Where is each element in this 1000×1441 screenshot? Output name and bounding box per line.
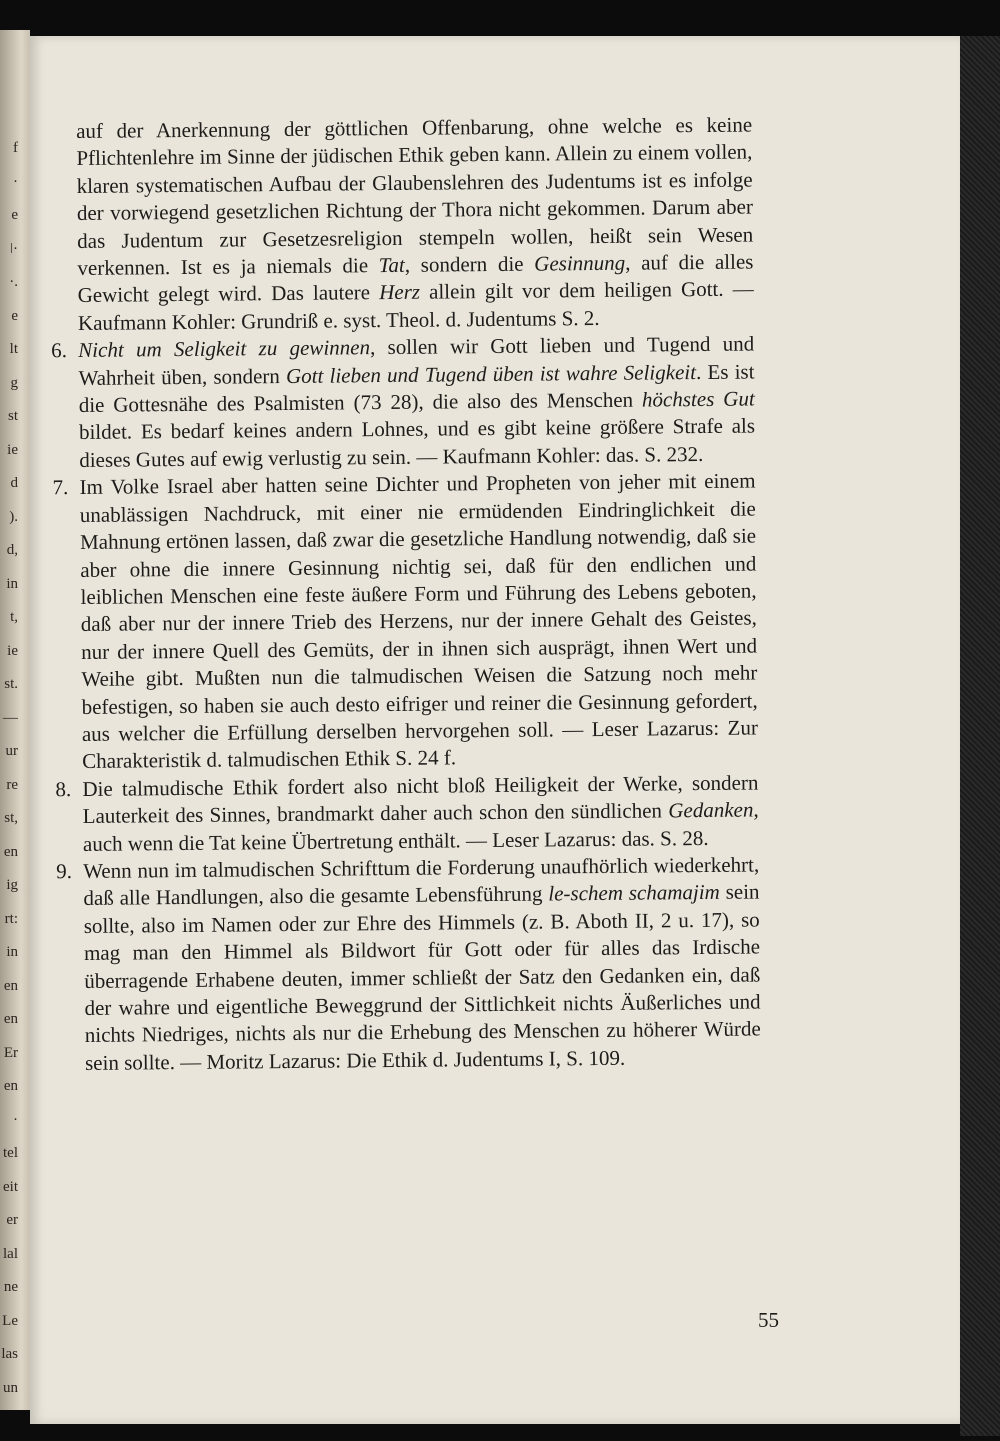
facing-page-text-fragment: ne [3, 1279, 18, 1295]
facing-page-text-fragment: — [3, 709, 18, 726]
facing-page-text-fragment: lt [9, 341, 18, 357]
facing-page-text-fragment: ). [9, 508, 18, 525]
facing-page-text-fragment: ie [7, 441, 18, 458]
facing-page-text-fragment: un [3, 1379, 18, 1396]
book-cover-edge [960, 36, 1000, 1436]
paragraph-number: 6. [51, 338, 68, 363]
text-run: bildet. Es bedarf keines andern Lohnes, und es gibt keine größere Strafe als dieses Gutes auf ewig verlustig zu sein. — Kaufmann Kohler: das. S. 232. [78, 413, 756, 472]
text-run: Die talmudische Ethik fordert also nicht bloß Heiligkeit der Werke, sondern Lauterkeit des Sinnes, brandmarkt daher auch schon den sündlichen [82, 770, 759, 829]
italic-text: le-schem schamajim [548, 880, 720, 906]
facing-page-text-fragment: st, [4, 810, 18, 826]
paragraph-number: 8. [55, 776, 72, 801]
facing-page-text-fragment: en [3, 1011, 18, 1027]
text-run: allein gilt vor dem heiligen Gott. — Kaufmann Kohler: Grundriß e. syst. Theol. d. Judentums S. 2. [77, 276, 754, 335]
text-run: Im Volke Israel aber hatten seine Dichter und Propheten von jeher mit einem unablässigen Nachdruck, mit einer nie ermüdenden Eindringlichkeit die Mahnung ertönen lassen, daß zwar die gesetzliche Handlung notwendig, daß sie aber ohne die innere Gesinnung nichtig sei, daß für den endlichen und leiblichen Menschen eine feste äußere Form und Führung des Lebens geboten, daß aber nur der innere Trieb des Herzens, nur der innere Gehalt des Geistes, nur der innere Quell des Gemüts, der in ihnen sich ausprägt, ihnen Wert und Weihe gibt. Mußten nun die talmudischen Weisen die Satzung noch mehr befestigen, so haben sie auch desto eifriger und reiner die Gesinnung gefordert, aus welcher die Erfüllung derselben hervorgehen soll. — Leser Lazarus: Zur Charakteristik d. talmudischen Ethik S. 24 f. [79, 468, 758, 774]
text-run: , auf die alles Gewicht gelegt wird. Das lautere [77, 249, 754, 308]
text-run: , sollen wir Gott lieben und Tugend und Wahrheit üben, sondern [78, 331, 755, 390]
italic-text: Gesinnung [534, 250, 626, 276]
facing-page-text-fragment: re [6, 776, 18, 793]
facing-page-text-fragment: d, [6, 542, 18, 558]
italic-text: Herz [379, 280, 421, 305]
facing-page-text-fragment: in [6, 944, 18, 960]
facing-page-text-fragment: · [13, 173, 18, 190]
numbered-paragraph [55, 769, 759, 858]
facing-page-text-fragment: en [3, 843, 18, 860]
italic-text: Gedanken [668, 797, 754, 823]
page-number: 55 [758, 1308, 779, 1332]
facing-page-edge [0, 30, 30, 1410]
text-run: , auch wenn die Tat keine Übertretung enthält. — Leser Lazarus: das. S. 28. [82, 797, 759, 856]
italic-text: Nicht um Seligkeit zu gewinnen [78, 335, 371, 363]
paragraph-number: 9. [56, 859, 73, 884]
facing-page-text-fragment: tel [3, 1145, 18, 1161]
facing-page-text-fragment: rt: [4, 910, 18, 927]
facing-page-text-fragment: f [13, 140, 18, 156]
facing-page-text-fragment: d [10, 475, 18, 491]
facing-page-text-fragment: e [11, 307, 18, 324]
facing-page-text-fragment: Le [2, 1312, 18, 1329]
numbered-paragraph [51, 331, 756, 475]
facing-page-text-fragment: ǀ· [10, 240, 18, 257]
text-run: , sondern die [404, 251, 535, 277]
facing-page-text-fragment: · [13, 1111, 18, 1128]
facing-page-text-fragment: lal [3, 1245, 18, 1262]
facing-page-text-fragment: eit [3, 1178, 18, 1195]
italic-text: Gott lieben und Tugend üben ist wahre Seligkeit [285, 359, 697, 388]
facing-page-text-fragment: st. [4, 676, 18, 692]
facing-page-text-fragment: er [6, 1212, 18, 1228]
facing-page-text-fragment: in [6, 575, 18, 592]
continued-paragraph [76, 112, 754, 338]
italic-text: höchstes Gut [641, 386, 755, 412]
facing-page-text-fragment: st [7, 408, 18, 424]
facing-page-text-fragment: ig [6, 877, 18, 893]
facing-page-text-fragment: ie [7, 642, 18, 659]
facing-page-text-fragment: ur [5, 743, 18, 759]
text-run: . Es ist die Gottesnähe des Psalmisten (73 28), die also des Menschen [78, 359, 755, 418]
numbered-paragraph [52, 468, 758, 776]
facing-page-text-fragment: ·. [9, 274, 18, 290]
facing-page-text-fragment: t, [10, 609, 18, 625]
page-text [51, 112, 761, 1078]
facing-page-text-fragment: las [1, 1346, 18, 1362]
facing-page-text-fragment: g [10, 374, 18, 391]
facing-page-text-fragment: Er [3, 1044, 18, 1061]
facing-page-text-fragment: en [3, 977, 18, 994]
paragraph-number: 7. [52, 475, 69, 500]
facing-page-text-fragment: e [11, 207, 18, 223]
numbered-paragraph [56, 851, 761, 1077]
text-run: sein sollte, also im Namen oder zur Ehre des Himmels (z. B. Aboth II, 2 u. 17), so mag man den Himmel als Bildwort für Gott oder für alles das Irdische überragende Erhabene deuten, immer schließt der Satz den Gedanken ein, daß der wahre und eigentliche Beweggrund der Sittlichkeit nichts Äußerliches und nichts Niedriges, nichts als nur die Erhebung des Menschen zu höherer Würde sein sollte. — Moritz Lazarus: Die Ethik d. Judentums I, S. 109. [83, 879, 761, 1075]
facing-page-text-fragment: en [3, 1078, 18, 1094]
text-run: Wenn nun im talmudischen Schrifttum die Forderung unaufhörlich wiederkehrt, daß alle Handlungen, also die gesamte Lebensführung [83, 852, 760, 911]
italic-text: Tat [378, 252, 405, 278]
text-run: auf der Anerkennung der göttlichen Offenbarung, ohne welche es keine Pflichtenlehre im Sinne der jüdischen Ethik geben kann. Allein zu einem vollen, klaren systematischen Aufbau der Glaubenslehren des Judentums ist es infolge der vorwiegend gesetzlichen Richtung der Thora nicht gekommen. Darum aber das Judentum zur Gesetzesreligion stempeln wollen, heißt sein Wesen verkennen. Ist es ja niemals die [76, 112, 754, 281]
book-page [30, 36, 960, 1424]
